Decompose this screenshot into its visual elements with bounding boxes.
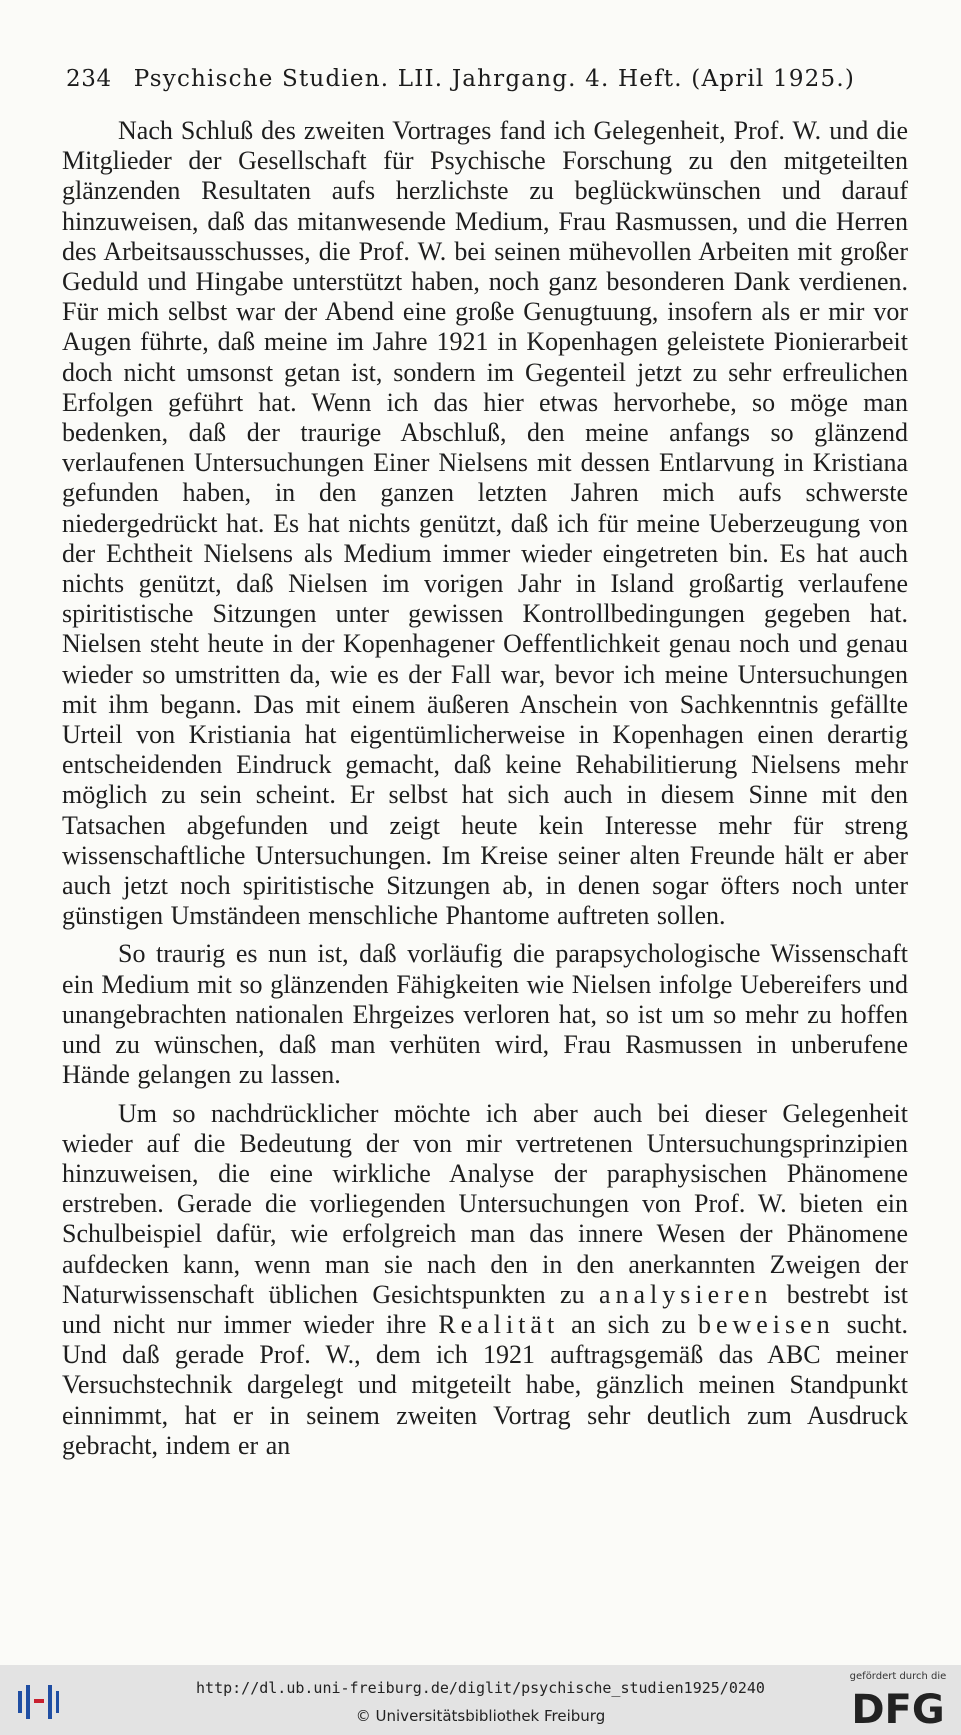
- article-body: [62, 116, 908, 1461]
- paragraph-3-part-2: bestrebt ist und nicht nur immer wieder ihre: [62, 1279, 909, 1339]
- document-url-link[interactable]: http://dl.ub.uni-freiburg.de/diglit/psychische_studien1925/0240: [196, 1679, 765, 1697]
- copyright-text: © Universitätsbibliothek Freiburg: [355, 1707, 606, 1725]
- spaced-word-analysieren: analysieren: [598, 1279, 773, 1309]
- spaced-word-beweisen: beweisen: [697, 1309, 835, 1339]
- paragraph-3: [62, 1099, 908, 1461]
- paragraph-1: Nach Schluß des zweiten Vortrages fand ich Gelegenheit, Prof. W. und die Mitglieder der Gesellschaft für Psychische Forschung zu den mitgeteilten glänzenden Resultaten aufs herzlichste zu beglückwünschen und darauf hinzuweisen, daß das mitanwesende Medium, Frau Rasmussen, und die Herren des Arbeitsausschusses, die Prof. W. bei seinen mühevollen Arbeiten mit großer Geduld und Hingabe unterstützt haben, noch ganz besonderen Dank verdienen. Für mich selbst war der Abend eine große Genugtuung, insofern als er mir vor Augen führte, daß meine im Jahre 1921 in Kopenhagen geleistete Pionierarbeit doch nicht umsonst getan ist, sondern im Gegenteil jetzt zu sehr erfreulichen Erfolgen geführt hat. Wenn ich das hier etwas hervorhebe, so möge man bedenken, daß der traurige Abschluß, den meine anfangs so glänzend verlaufenen Untersuchungen Einer Nielsens mit dessen Entlarvung in Kristiana gefunden haben, in den ganzen letzten Jahren mich aufs schwerste niedergedrückt hat. Es hat nichts genützt, daß ich für meine Ueberzeugung von der Echtheit Nielsens als Medium immer wieder eingetreten bin. Es hat auch nichts genützt, daß Nielsen im vorigen Jahr in Island großartig verlaufene spiritistische Sitzungen unter gewissen Kontrollbedingungen gegeben hat. Nielsen steht heute in der Kopenhagener Oeffentlichkeit genau noch und genau wieder so umstritten da, wie es der Fall war, bevor ich meine Untersuchungen mit ihm begann. Das mit einem äußeren Anschein von Sachkenntnis gefällte Urteil von Kristiania hat eigentümlicherweise in Kopenhagen einen derartig entscheidenden Eindruck gemacht, daß keine Rehabilitierung Nielsens mehr möglich zu sein scheint. Er selbst hat sich auch in diesem Sinne mit den Tatsachen abgefunden und zeigt heute kein Interesse mehr für streng wissenschaftliche Untersuchungen. Im Kreise seiner alten Freunde hält er aber auch jetzt noch spiritistische Sitzungen ab, in denen sogar öfters noch unter günstigen Umständeen menschliche Phantome auftreten sollen.: [62, 116, 908, 931]
- spaced-word-realitaet: Realität: [438, 1309, 560, 1339]
- dfg-logo-icon: [846, 1685, 950, 1729]
- dfg-caption: gefördert durch die: [849, 1671, 947, 1682]
- paragraph-3-part-3: an sich zu: [571, 1309, 686, 1339]
- viewer-footer: [0, 1665, 961, 1735]
- running-header: [66, 66, 906, 92]
- paragraph-3-part-1: Um so nachdrücklicher möchte ich aber auch bei dieser Gelegenheit wieder auf die Bedeutung der von mir vertretenen Untersuchungsprinzipien hinzuweisen, die eine wirkliche Analyse der paraphysischen Phänomene erstreben. Gerade die vorliegenden Untersuchungen von Prof. W. bieten ein Schulbeispiel dafür, wie erfolgreich man das innere Wesen der Phänomene aufdecken kann, wenn man sie nach den in den anerkannten Zweigen der Naturwissenschaft üblichen Gesichtspunkten zu: [62, 1098, 908, 1309]
- dfg-badge: [842, 1671, 954, 1731]
- paragraph-3-part-4: sucht. Und daß gerade Prof. W., dem ich 1921 auftragsgemäß das ABC meiner Versuchstechnik dargelegt und mitgeteilt habe, gänzlich meinen Standpunkt einnimmt, hat er in seinem zweiten Vortrag sehr deutlich zum Ausdruck gebracht, indem er an: [62, 1309, 909, 1460]
- paragraph-2: So traurig es nun ist, daß vorläufig die parapsychologische Wissenschaft ein Medium mit so glänzenden Fähigkeiten wie Nielsen infolge Uebereifers und unangebrachten nationalen Ehrgeizes verloren hat, so ist um so mehr zu hoffen und zu wünschen, daß man verhüten wird, Frau Rasmussen in unberufene Hände gelangen zu lassen.: [62, 939, 908, 1090]
- running-title: Psychische Studien. LII. Jahrgang. 4. Heft. (April 1925.): [133, 66, 856, 92]
- dfg-logo-text: DFG: [851, 1687, 945, 1729]
- page-number: 234: [66, 66, 112, 92]
